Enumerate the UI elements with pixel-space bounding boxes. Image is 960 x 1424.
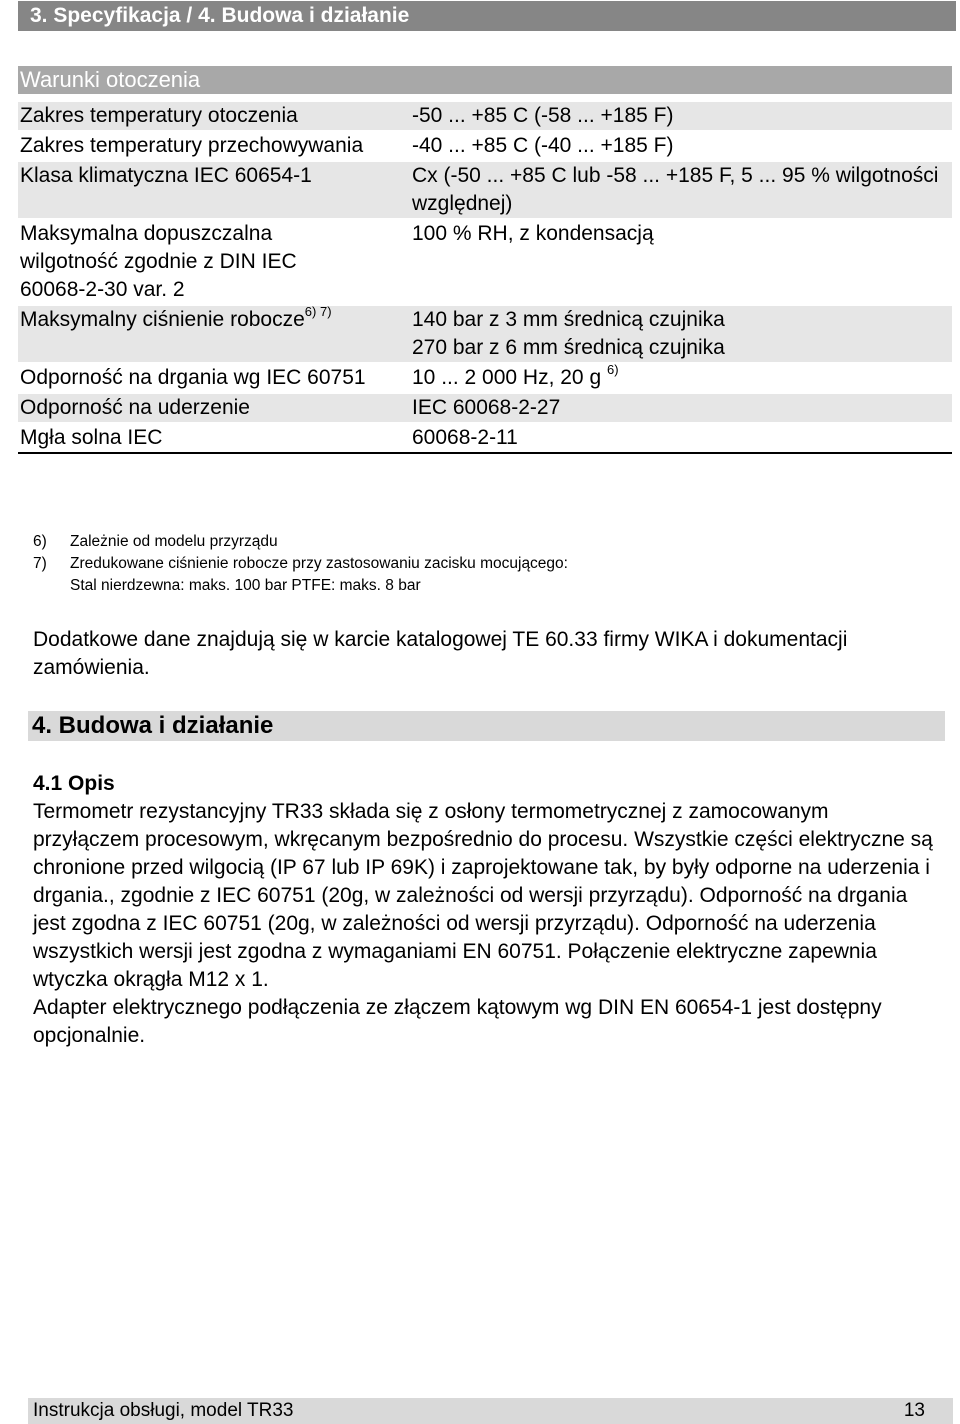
spec-table	[18, 66, 952, 454]
footnote-text: Zredukowane ciśnienie robocze przy zastosowaniu zacisku mocującego:	[70, 555, 568, 572]
footnote-number: 7)	[33, 555, 47, 572]
row-value	[410, 364, 952, 392]
page-number: 13	[903, 1400, 925, 1421]
footnote-ref: 6)	[606, 362, 619, 377]
row-label-text: Maksymalny ciśnienie robocze	[20, 308, 305, 331]
row-label: Zakres temperatury otoczenia	[20, 104, 298, 127]
table-row	[18, 220, 952, 306]
row-value-line: 270 bar z 6 mm średnicą czujnika	[412, 336, 725, 359]
row-value: -40 ... +85 C (-40 ... +185 F)	[412, 134, 674, 157]
table-row	[18, 306, 952, 364]
section-heading: Warunki otoczenia	[18, 66, 952, 94]
page-header	[18, 1, 956, 31]
row-value: 100 % RH, z kondensacją	[412, 222, 654, 245]
section-title: 4. Budowa i działanie	[28, 711, 945, 741]
footer-title: Instrukcja obsługi, model TR33	[33, 1400, 294, 1421]
table-row	[18, 394, 952, 424]
footnote-text: Zależnie od modelu przyrządu	[70, 533, 278, 550]
row-value	[410, 306, 952, 362]
footnote	[33, 531, 568, 553]
row-label: Mgła solna IEC	[20, 426, 163, 449]
row-label: Odporność na uderzenie	[20, 396, 250, 419]
additional-info: Dodatkowe dane znajdują się w karcie katalogowej TE 60.33 firmy WIKA i dokumentacji zamówienia.	[33, 628, 848, 679]
table-row	[18, 102, 952, 132]
description-block	[33, 770, 933, 1050]
page-footer	[28, 1398, 953, 1424]
row-value: Cx (-50 ... +85 C lub -58 ... +185 F, 5 ... 95 % wilgotności względnej)	[412, 164, 939, 215]
row-value: 60068-2-11	[412, 426, 518, 449]
footnotes	[33, 531, 568, 597]
table-row	[18, 424, 952, 454]
row-label: Klasa klimatyczna IEC 60654-1	[20, 164, 312, 187]
row-value-text: 10 ... 2 000 Hz, 20 g	[412, 366, 602, 389]
table-row	[18, 162, 952, 220]
header-title: 3. Specyfikacja / 4. Budowa i działanie	[30, 4, 410, 27]
row-label: Odporność na drgania wg IEC 60751	[20, 366, 366, 389]
table-row	[18, 364, 952, 394]
description-paragraph: Adapter elektrycznego podłączenia ze złączem kątowym wg DIN EN 60654-1 jest dostępny opcjonalnie.	[33, 996, 882, 1047]
row-value: IEC 60068-2-27	[412, 396, 561, 419]
footnote-continuation: Stal nierdzewna: maks. 100 bar PTFE: maks. 8 bar	[70, 577, 421, 594]
table-row	[18, 132, 952, 162]
row-label: Maksymalna dopuszczalna wilgotność zgodnie z DIN IEC 60068-2-30 var. 2	[20, 222, 297, 301]
footnote	[33, 553, 568, 575]
description-paragraph: Termometr rezystancyjny TR33 składa się z osłony termometrycznej z zamocowanym przyłączem procesowym, wkręcanym bezpośrednio do procesu. Wszystkie części elektryczne są chronione przed wilgocią (IP 67 lub IP 69K) i zaprojektowane tak, by były odporne na uderzenia i drgania., zgodnie z IEC 60751 (20g, w zależności od wersji przyrządu). Odporność na drgania jest zgodna z IEC 60751 (20g, w zależności od wersji przyrządu). Odporność na uderzenia wszystkich wersji jest zgodna z wymaganiami EN 60751. Połączenie elektryczne zapewnia wtyczka okrągła M12 x 1.	[33, 800, 933, 991]
row-value: -50 ... +85 C (-58 ... +185 F)	[412, 104, 674, 127]
row-label: Zakres temperatury przechowywania	[20, 134, 364, 157]
row-label	[18, 306, 410, 362]
subsection-title: 4.1 Opis	[33, 772, 115, 795]
row-value-line: 140 bar z 3 mm średnicą czujnika	[412, 308, 725, 331]
footnote-number: 6)	[33, 533, 47, 550]
footnote-ref: 6) 7)	[304, 304, 332, 319]
